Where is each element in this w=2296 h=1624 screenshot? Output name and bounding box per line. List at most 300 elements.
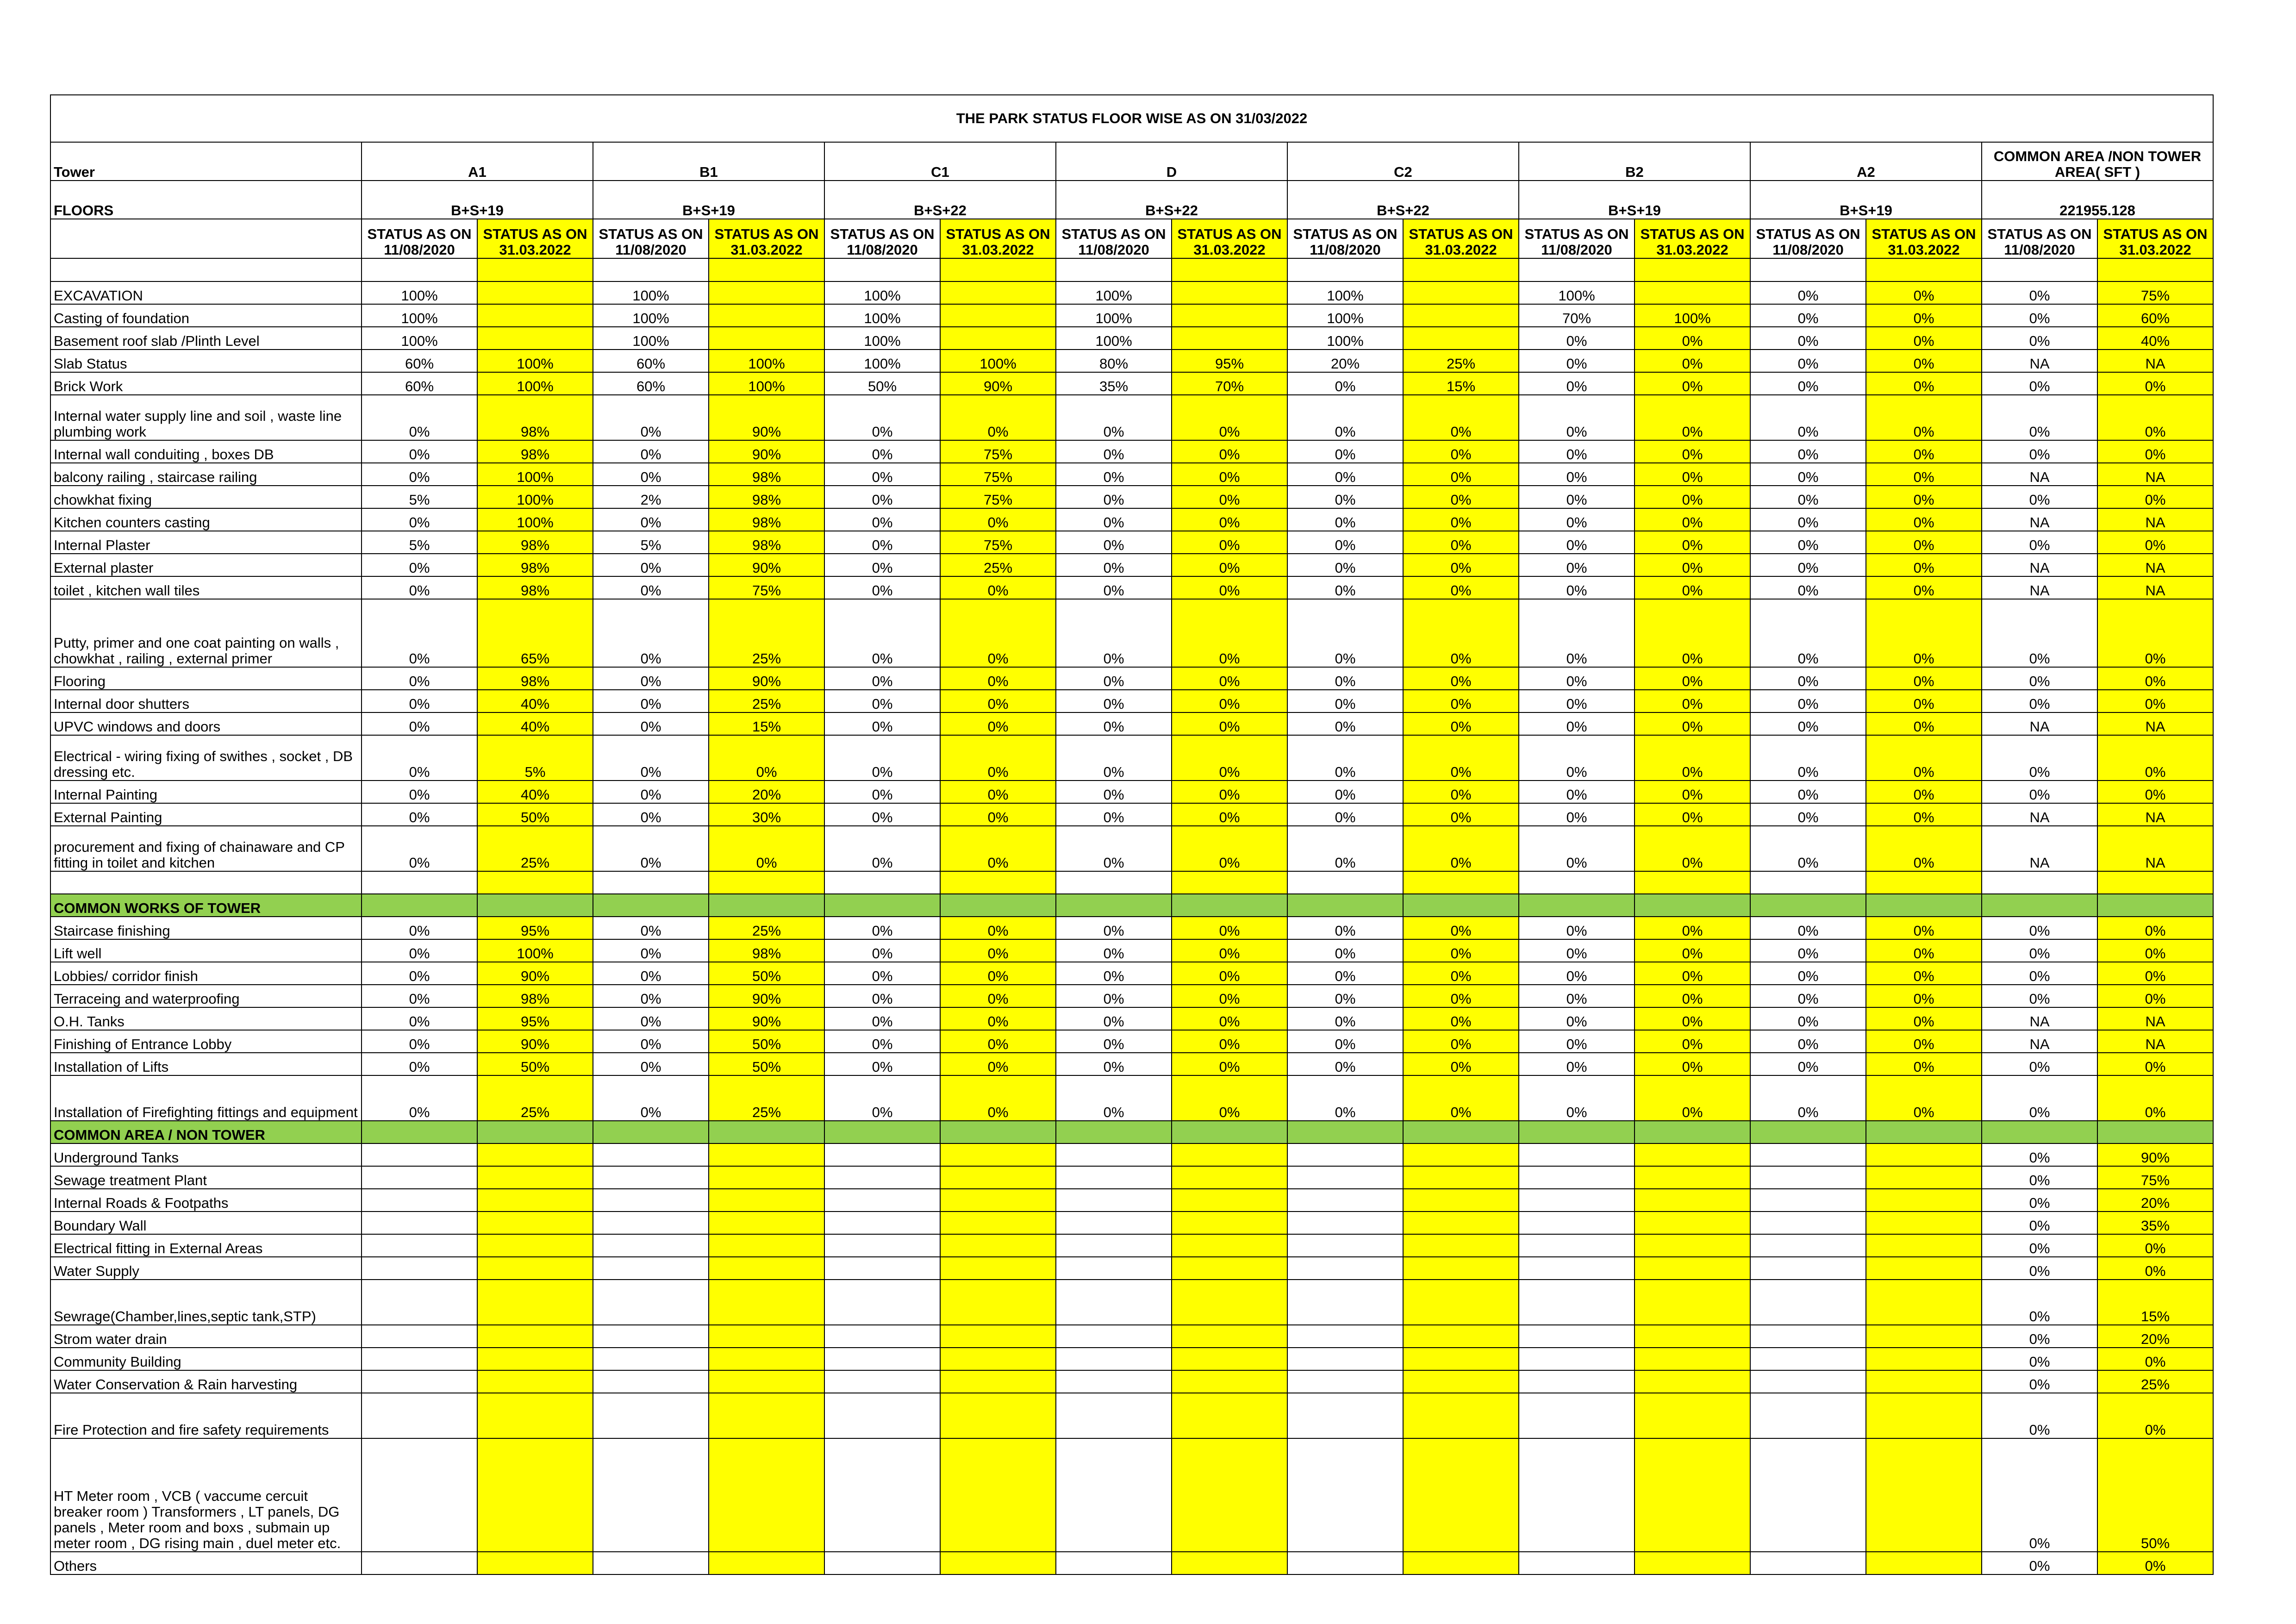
table-row: [50, 1007, 2213, 1030]
status-old-value: [1287, 1280, 1403, 1325]
tower-label: Tower: [50, 142, 362, 181]
tower-name: COMMON AREA /NON TOWER AREA( SFT ): [1982, 142, 2213, 181]
status-old-value: 60%: [593, 350, 709, 372]
status-old-value: [1750, 1370, 1866, 1393]
status-old-value: [593, 1370, 709, 1393]
status-new-value: [1635, 1189, 1750, 1212]
activity-label: Community Building: [50, 1348, 362, 1370]
status-old-value: 0%: [1519, 440, 1635, 463]
status-new-header: STATUS AS ON 31.03.2022: [2097, 219, 2213, 258]
status-new-value: 0%: [1172, 463, 1287, 486]
status-new-value: 100%: [477, 372, 593, 395]
tower-floors: B+S+19: [362, 181, 593, 219]
status-old-value: 2%: [593, 486, 709, 508]
status-old-value: [1519, 1348, 1635, 1370]
status-new-value: 0%: [1866, 826, 1982, 871]
status-new-value: 25%: [477, 1075, 593, 1121]
status-new-value: 0%: [1635, 826, 1750, 871]
status-new-value: 90%: [709, 985, 824, 1007]
status-new-value: 0%: [2097, 985, 2213, 1007]
status-old-value: 60%: [593, 372, 709, 395]
status-old-value: 0%: [1750, 917, 1866, 939]
status-new-value: [477, 1234, 593, 1257]
status-new-value: 0%: [1866, 440, 1982, 463]
status-new-value: 50%: [477, 1053, 593, 1075]
section-cell: [593, 894, 709, 917]
status-old-header: STATUS AS ON 11/08/2020: [1519, 219, 1635, 258]
status-old-value: 0%: [593, 917, 709, 939]
blank-header-cell: [50, 219, 362, 258]
status-new-value: [1866, 1370, 1982, 1393]
status-old-value: 0%: [593, 440, 709, 463]
status-new-value: 0%: [1403, 667, 1519, 690]
table-row: [50, 576, 2213, 599]
blank-cell: [362, 258, 477, 281]
status-old-value: [1056, 1143, 1172, 1166]
status-new-value: 98%: [709, 531, 824, 554]
status-new-value: 0%: [940, 599, 1056, 667]
status-old-value: [1056, 1212, 1172, 1234]
status-old-value: 0%: [1287, 599, 1403, 667]
table-row: [50, 508, 2213, 531]
blank-cell: [1750, 871, 1866, 894]
status-new-value: [709, 1438, 824, 1552]
activity-label: Sewrage(Chamber,lines,septic tank,STP): [50, 1280, 362, 1325]
tower-header-row: [50, 142, 2213, 181]
status-old-value: 0%: [824, 712, 940, 735]
status-old-value: 0%: [1519, 803, 1635, 826]
status-old-value: 0%: [1519, 576, 1635, 599]
status-new-value: 75%: [940, 440, 1056, 463]
status-old-value: 100%: [1287, 304, 1403, 327]
activity-label: Finishing of Entrance Lobby: [50, 1030, 362, 1053]
status-new-value: NA: [2097, 803, 2213, 826]
status-new-value: [940, 1166, 1056, 1189]
status-old-value: [1519, 1280, 1635, 1325]
status-old-value: 0%: [1056, 1075, 1172, 1121]
status-new-value: [477, 304, 593, 327]
status-old-value: 100%: [824, 350, 940, 372]
tower-name: B1: [593, 142, 824, 181]
status-new-value: 0%: [940, 508, 1056, 531]
status-old-value: 0%: [1750, 531, 1866, 554]
status-new-value: 0%: [940, 826, 1056, 871]
status-new-value: 0%: [940, 667, 1056, 690]
status-new-value: 0%: [2097, 735, 2213, 781]
status-old-value: 0%: [362, 1053, 477, 1075]
activity-label: procurement and fixing of chainaware and CP fitting in toilet and kitchen: [50, 826, 362, 871]
status-new-value: [1172, 1257, 1287, 1280]
status-new-value: 0%: [1172, 486, 1287, 508]
status-new-value: [1403, 1257, 1519, 1280]
status-new-value: 98%: [477, 531, 593, 554]
status-old-value: 0%: [1982, 962, 2097, 985]
status-old-value: [1750, 1143, 1866, 1166]
status-new-value: 15%: [1403, 372, 1519, 395]
status-new-value: 0%: [1172, 1053, 1287, 1075]
status-old-value: 0%: [593, 712, 709, 735]
status-old-value: NA: [1982, 576, 2097, 599]
status-new-value: 0%: [2097, 690, 2213, 712]
status-old-value: [362, 1552, 477, 1574]
status-new-value: 0%: [2097, 917, 2213, 939]
status-new-value: 95%: [477, 1007, 593, 1030]
status-new-value: [709, 304, 824, 327]
status-old-value: 0%: [1750, 350, 1866, 372]
status-old-value: 0%: [593, 1075, 709, 1121]
status-old-value: [1519, 1189, 1635, 1212]
status-new-value: 90%: [477, 962, 593, 985]
status-new-header: STATUS AS ON 31.03.2022: [477, 219, 593, 258]
status-old-value: [1056, 1370, 1172, 1393]
table-row: [50, 1552, 2213, 1574]
table-row: [50, 917, 2213, 939]
table-row: [50, 781, 2213, 803]
status-new-value: [1403, 1189, 1519, 1212]
status-new-value: 75%: [709, 576, 824, 599]
status-old-value: 0%: [593, 826, 709, 871]
status-new-value: [1403, 1280, 1519, 1325]
activity-label: Electrical fitting in External Areas: [50, 1234, 362, 1257]
status-new-value: 50%: [709, 1053, 824, 1075]
status-old-value: 0%: [1056, 554, 1172, 576]
status-old-value: [1750, 1438, 1866, 1552]
status-new-value: 0%: [1403, 576, 1519, 599]
status-new-value: [709, 1393, 824, 1438]
status-new-value: 0%: [2097, 1075, 2213, 1121]
status-old-value: 0%: [1056, 917, 1172, 939]
status-old-value: 0%: [824, 1030, 940, 1053]
floors-label: FLOORS: [50, 181, 362, 219]
status-old-value: 0%: [1982, 1053, 2097, 1075]
status-old-value: 0%: [1519, 554, 1635, 576]
status-old-value: 0%: [593, 1007, 709, 1030]
status-old-value: [593, 1212, 709, 1234]
status-new-value: 25%: [2097, 1370, 2213, 1393]
status-old-value: 0%: [1750, 554, 1866, 576]
status-new-value: [1172, 1393, 1287, 1438]
blank-cell: [1056, 258, 1172, 281]
status-new-value: NA: [2097, 1007, 2213, 1030]
status-new-value: [1403, 1370, 1519, 1393]
status-new-value: 15%: [2097, 1280, 2213, 1325]
status-old-value: 0%: [1056, 576, 1172, 599]
status-old-value: [1750, 1393, 1866, 1438]
status-old-value: 0%: [824, 576, 940, 599]
status-new-value: [1866, 1189, 1982, 1212]
status-new-value: 0%: [1635, 486, 1750, 508]
status-new-value: [1403, 1212, 1519, 1234]
status-old-value: [593, 1393, 709, 1438]
status-old-value: [1519, 1393, 1635, 1438]
status-old-value: [362, 1143, 477, 1166]
status-new-value: 90%: [709, 667, 824, 690]
status-new-value: 0%: [1866, 690, 1982, 712]
activity-label: Strom water drain: [50, 1325, 362, 1348]
status-old-value: [1750, 1348, 1866, 1370]
status-old-value: [362, 1438, 477, 1552]
section-cell: [477, 1121, 593, 1143]
status-old-value: [1056, 1166, 1172, 1189]
status-new-value: 0%: [1866, 1075, 1982, 1121]
status-old-header: STATUS AS ON 11/08/2020: [362, 219, 477, 258]
status-old-value: [1287, 1348, 1403, 1370]
status-old-value: 0%: [1982, 735, 2097, 781]
status-new-value: 0%: [1403, 486, 1519, 508]
status-old-value: 0%: [1982, 939, 2097, 962]
status-new-value: 0%: [1172, 735, 1287, 781]
status-new-value: NA: [2097, 826, 2213, 871]
status-old-value: NA: [1982, 463, 2097, 486]
activity-label: Lift well: [50, 939, 362, 962]
status-new-value: [1866, 1348, 1982, 1370]
section-cell: [1287, 1121, 1403, 1143]
status-old-value: 0%: [1056, 735, 1172, 781]
status-old-value: 0%: [362, 554, 477, 576]
status-new-value: 0%: [1866, 395, 1982, 440]
status-new-value: [1172, 1552, 1287, 1574]
status-old-value: 0%: [593, 781, 709, 803]
section-cell: [824, 894, 940, 917]
table-row: [50, 1143, 2213, 1166]
status-old-value: 0%: [362, 508, 477, 531]
activity-label: Internal Plaster: [50, 531, 362, 554]
status-new-value: 0%: [940, 735, 1056, 781]
spacer-row: [50, 258, 2213, 281]
status-new-value: [1866, 1257, 1982, 1280]
status-old-value: 0%: [362, 712, 477, 735]
status-old-value: 0%: [1982, 690, 2097, 712]
section-cell: [1056, 1121, 1172, 1143]
status-old-value: [593, 1166, 709, 1189]
status-old-value: [1519, 1438, 1635, 1552]
status-new-value: 0%: [1866, 281, 1982, 304]
status-new-value: 40%: [477, 781, 593, 803]
table-row: [50, 1348, 2213, 1370]
blank-cell: [1172, 871, 1287, 894]
status-new-value: [940, 1438, 1056, 1552]
status-new-value: [1172, 1438, 1287, 1552]
status-new-value: 0%: [1866, 667, 1982, 690]
status-new-value: 0%: [1866, 304, 1982, 327]
status-old-value: 0%: [362, 985, 477, 1007]
status-old-value: 0%: [362, 826, 477, 871]
table-row: [50, 735, 2213, 781]
section-row: [50, 1121, 2213, 1143]
activity-label: Terraceing and waterproofing: [50, 985, 362, 1007]
status-old-value: 100%: [1287, 327, 1403, 350]
status-new-header: STATUS AS ON 31.03.2022: [1172, 219, 1287, 258]
status-old-value: 0%: [1750, 599, 1866, 667]
status-old-value: 0%: [1982, 1552, 2097, 1574]
activity-label: Internal Painting: [50, 781, 362, 803]
section-cell: [940, 1121, 1056, 1143]
status-new-value: 0%: [1172, 554, 1287, 576]
status-old-value: [824, 1166, 940, 1189]
blank-cell: [362, 871, 477, 894]
section-title: COMMON WORKS OF TOWER: [50, 894, 362, 917]
status-old-value: 0%: [1750, 508, 1866, 531]
status-old-value: 0%: [1750, 962, 1866, 985]
status-old-value: [1287, 1212, 1403, 1234]
status-old-value: 100%: [824, 281, 940, 304]
status-new-value: [477, 1143, 593, 1166]
status-new-value: 75%: [2097, 281, 2213, 304]
blank-cell: [593, 871, 709, 894]
status-old-value: 0%: [824, 803, 940, 826]
status-old-value: 100%: [1056, 281, 1172, 304]
status-new-value: [1403, 1234, 1519, 1257]
status-new-value: [1635, 1393, 1750, 1438]
section-cell: [1172, 894, 1287, 917]
blank-cell: [709, 871, 824, 894]
blank-cell: [2097, 258, 2213, 281]
status-old-value: 60%: [362, 350, 477, 372]
tower-floors: B+S+19: [593, 181, 824, 219]
status-old-value: [593, 1257, 709, 1280]
status-new-value: NA: [2097, 508, 2213, 531]
status-old-value: 0%: [1287, 576, 1403, 599]
status-old-value: 0%: [824, 508, 940, 531]
status-new-value: [1172, 1234, 1287, 1257]
status-new-value: [1635, 1280, 1750, 1325]
status-old-value: 0%: [362, 440, 477, 463]
status-old-value: NA: [1982, 803, 2097, 826]
status-new-value: 0%: [1403, 735, 1519, 781]
status-new-value: [1172, 1166, 1287, 1189]
activity-label: Brick Work: [50, 372, 362, 395]
status-new-value: 98%: [477, 395, 593, 440]
status-new-value: 0%: [2097, 1053, 2213, 1075]
status-new-value: 0%: [2097, 372, 2213, 395]
status-new-value: 0%: [1866, 599, 1982, 667]
status-new-value: 0%: [1866, 1053, 1982, 1075]
status-old-value: 0%: [1750, 576, 1866, 599]
status-old-value: [362, 1348, 477, 1370]
section-cell: [1172, 1121, 1287, 1143]
status-new-value: [1403, 1325, 1519, 1348]
blank-cell: [1403, 258, 1519, 281]
status-old-value: 0%: [824, 690, 940, 712]
status-new-value: [709, 1552, 824, 1574]
status-new-header: STATUS AS ON 31.03.2022: [1635, 219, 1750, 258]
status-old-value: 0%: [1056, 939, 1172, 962]
status-new-value: 98%: [477, 985, 593, 1007]
status-old-value: 70%: [1519, 304, 1635, 327]
status-old-value: 0%: [362, 735, 477, 781]
section-cell: [477, 894, 593, 917]
status-old-value: 0%: [1056, 486, 1172, 508]
status-new-value: 0%: [940, 917, 1056, 939]
blank-cell: [1866, 258, 1982, 281]
status-new-value: 100%: [709, 372, 824, 395]
status-old-value: 0%: [362, 463, 477, 486]
activity-label: Sewage treatment Plant: [50, 1166, 362, 1189]
status-old-value: 0%: [1982, 1166, 2097, 1189]
status-old-value: 100%: [1056, 304, 1172, 327]
status-old-value: 0%: [1982, 486, 2097, 508]
status-new-value: 0%: [1866, 350, 1982, 372]
status-old-value: 0%: [1750, 781, 1866, 803]
table-row: [50, 1166, 2213, 1189]
status-new-value: NA: [2097, 1030, 2213, 1053]
status-new-value: 0%: [2097, 486, 2213, 508]
status-new-value: 0%: [1172, 576, 1287, 599]
status-old-value: 0%: [1287, 508, 1403, 531]
status-new-value: [1172, 304, 1287, 327]
activity-label: Slab Status: [50, 350, 362, 372]
status-new-value: 0%: [1635, 599, 1750, 667]
status-new-value: 0%: [1635, 1030, 1750, 1053]
tower-floors: B+S+19: [1750, 181, 1982, 219]
status-new-value: 100%: [477, 939, 593, 962]
status-old-value: 0%: [1982, 327, 2097, 350]
status-new-value: [1172, 1348, 1287, 1370]
status-new-value: 25%: [709, 1075, 824, 1121]
status-new-value: [1403, 1552, 1519, 1574]
status-old-value: [1287, 1189, 1403, 1212]
status-old-value: 0%: [1519, 1007, 1635, 1030]
status-new-value: 0%: [1635, 667, 1750, 690]
status-old-value: [1519, 1257, 1635, 1280]
status-new-value: 0%: [1403, 712, 1519, 735]
table-row: [50, 327, 2213, 350]
status-old-value: [1056, 1280, 1172, 1325]
status-old-value: 0%: [1982, 1189, 2097, 1212]
status-new-value: 0%: [1635, 327, 1750, 350]
status-new-value: 40%: [477, 690, 593, 712]
status-new-value: 0%: [1403, 1053, 1519, 1075]
status-new-value: 90%: [709, 440, 824, 463]
status-new-value: 100%: [477, 350, 593, 372]
tower-name: C2: [1287, 142, 1519, 181]
table-row: [50, 1280, 2213, 1325]
status-old-value: 0%: [1056, 690, 1172, 712]
status-new-value: 0%: [940, 1075, 1056, 1121]
status-new-value: [1866, 1393, 1982, 1438]
status-old-value: 0%: [824, 939, 940, 962]
status-old-value: 0%: [1750, 327, 1866, 350]
status-new-value: NA: [2097, 350, 2213, 372]
status-new-value: 0%: [1635, 939, 1750, 962]
status-new-value: 0%: [1635, 395, 1750, 440]
status-new-header: STATUS AS ON 31.03.2022: [940, 219, 1056, 258]
status-old-header: STATUS AS ON 11/08/2020: [824, 219, 940, 258]
status-new-value: 0%: [1866, 735, 1982, 781]
status-old-value: 0%: [593, 735, 709, 781]
table-row: [50, 1370, 2213, 1393]
blank-cell: [593, 258, 709, 281]
status-old-value: 0%: [1750, 735, 1866, 781]
status-new-value: 0%: [709, 826, 824, 871]
status-new-value: 0%: [1403, 826, 1519, 871]
status-old-value: 0%: [1056, 463, 1172, 486]
status-old-value: [1056, 1325, 1172, 1348]
section-cell: [1635, 1121, 1750, 1143]
status-new-value: [1172, 1189, 1287, 1212]
status-old-value: [1287, 1438, 1403, 1552]
activity-label: Fire Protection and fire safety requirements: [50, 1393, 362, 1438]
status-old-header: STATUS AS ON 11/08/2020: [1056, 219, 1172, 258]
section-cell: [2097, 894, 2213, 917]
status-old-value: 100%: [593, 281, 709, 304]
status-old-value: [824, 1212, 940, 1234]
status-new-value: 0%: [2097, 962, 2213, 985]
blank-cell: [477, 258, 593, 281]
status-new-value: 90%: [709, 554, 824, 576]
status-new-value: [709, 327, 824, 350]
status-new-value: 100%: [477, 486, 593, 508]
